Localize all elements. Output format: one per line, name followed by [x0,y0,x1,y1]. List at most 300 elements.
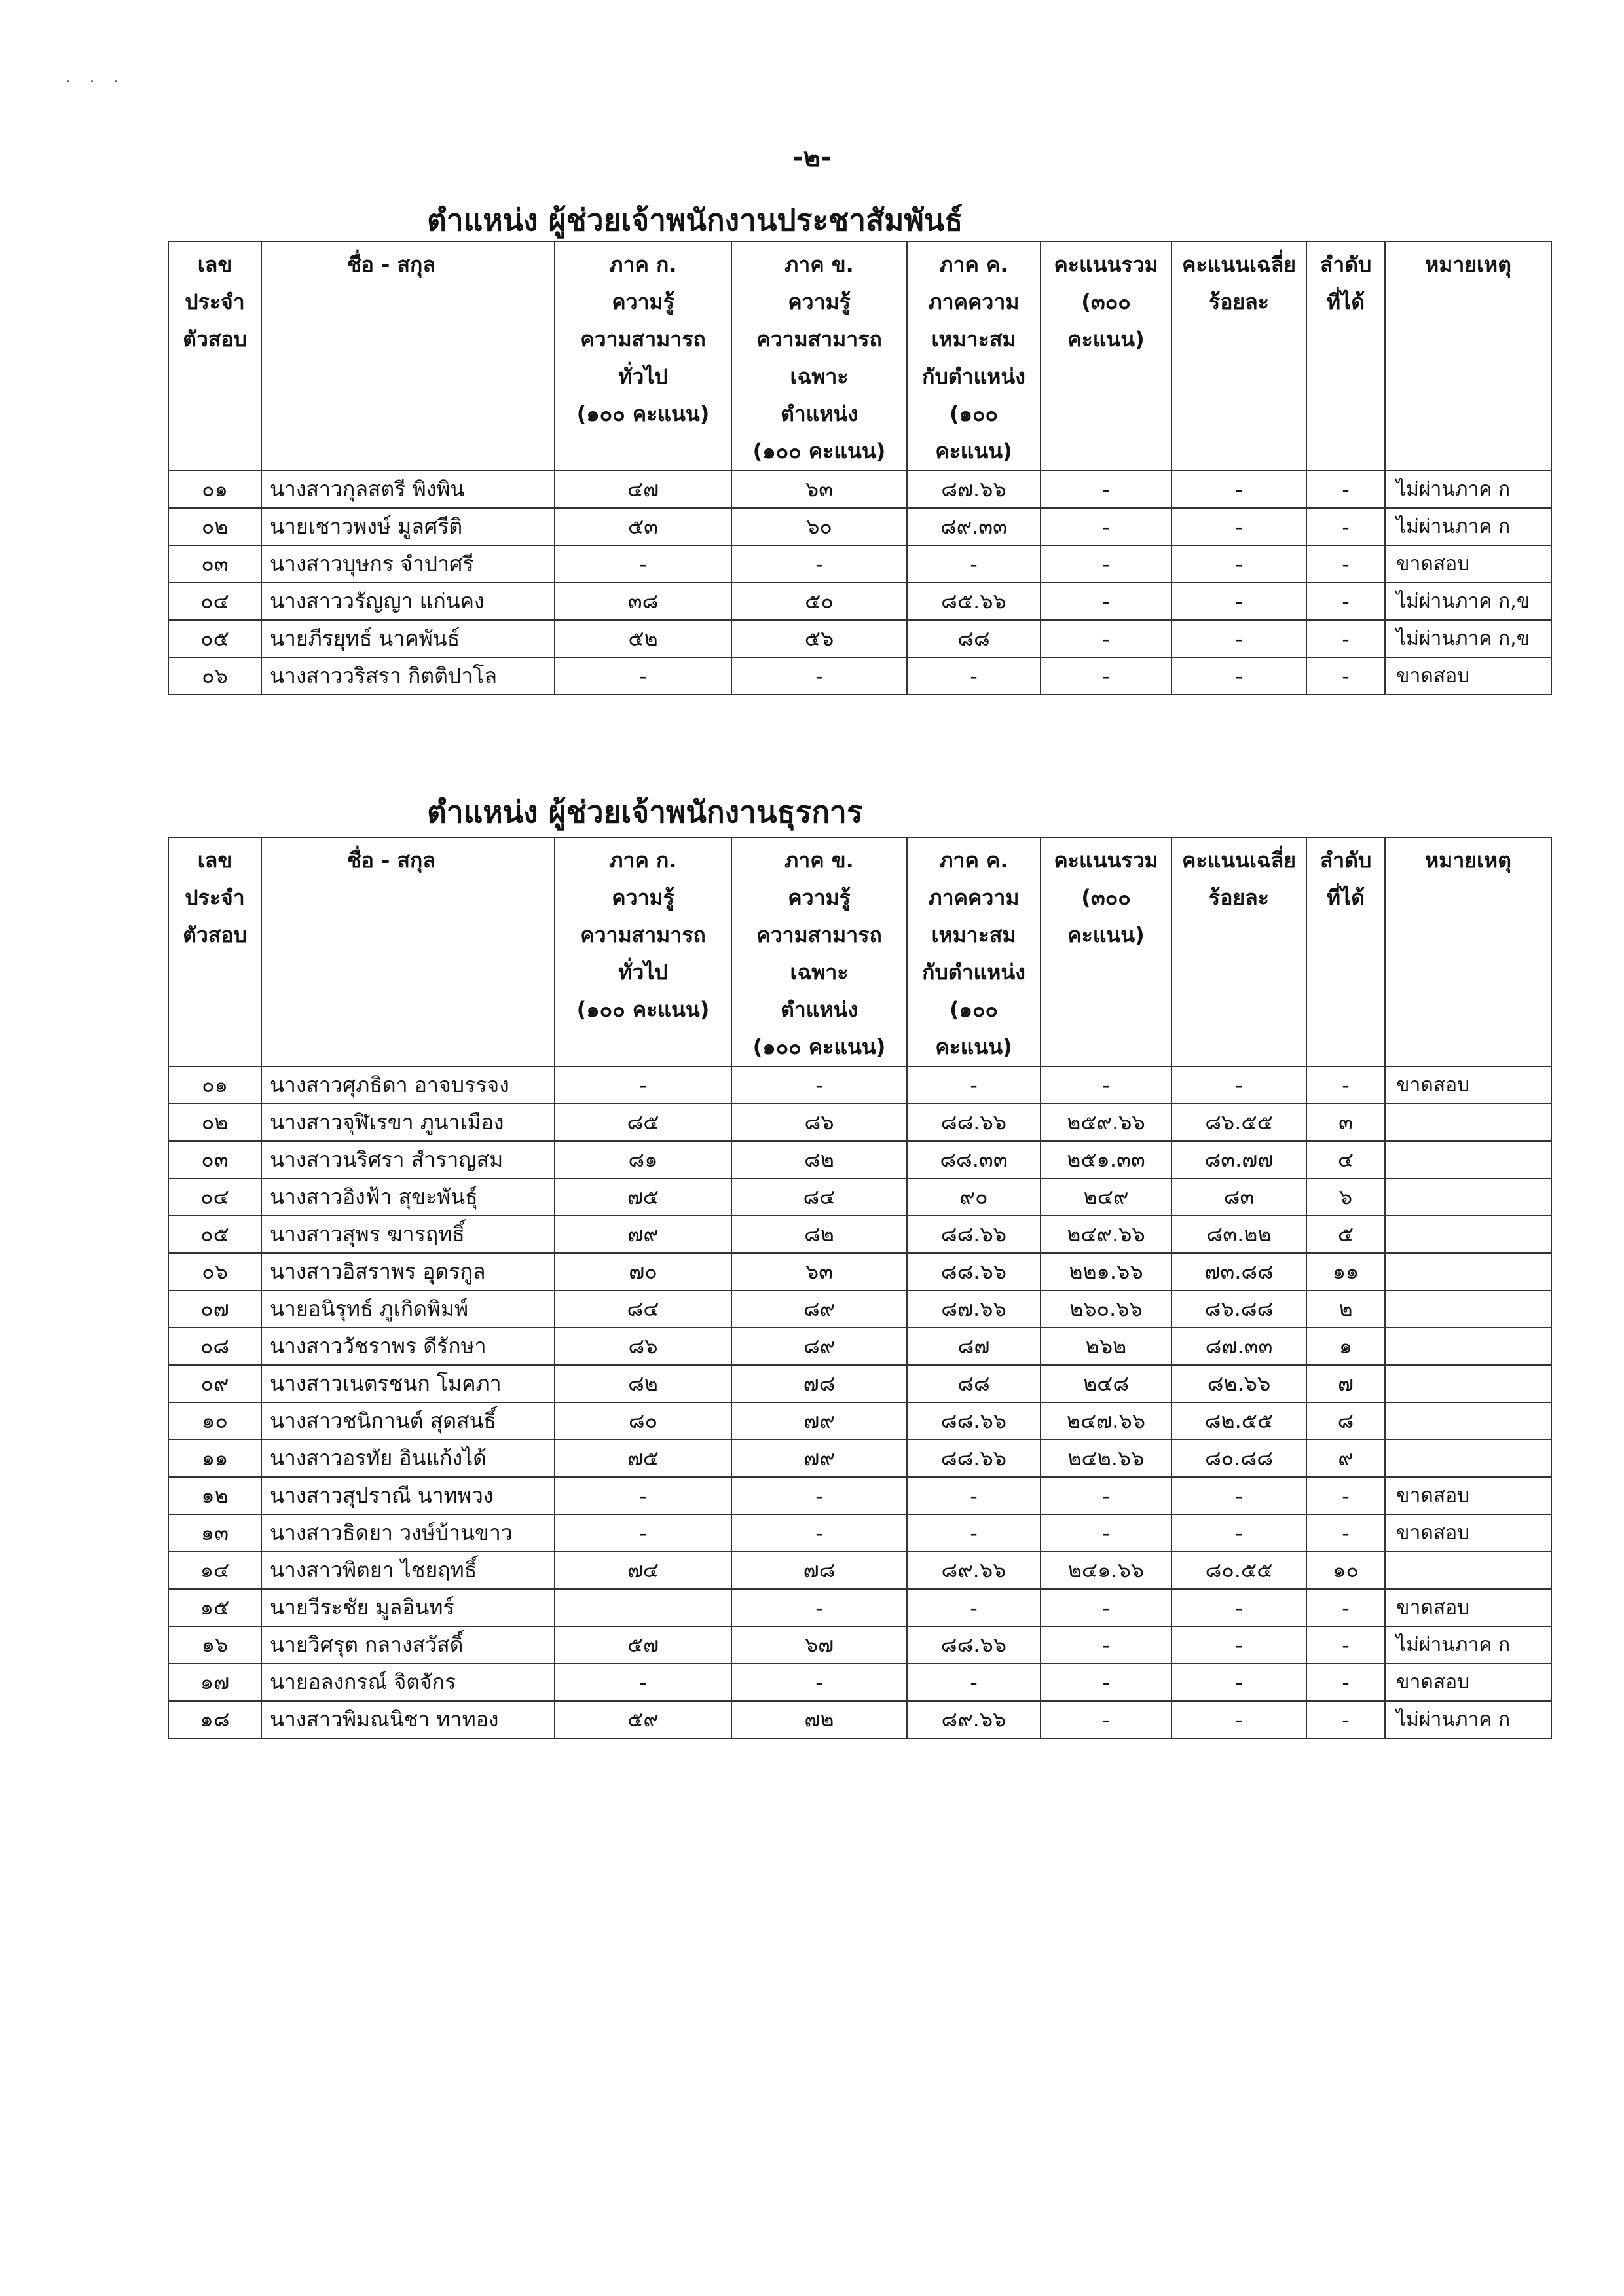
header-line: ภาค ข. [784,848,854,873]
header-line: ทั่วไป [618,364,668,389]
cell-rank: ๑๐ [1306,1552,1385,1589]
header-total [1041,837,1172,1066]
header-part-b [731,242,907,471]
header-line: เลข [197,848,232,873]
header-id [168,837,261,1066]
cell-rank: ๑๑ [1306,1253,1385,1290]
cell-remark [1385,1216,1551,1253]
cell-average: ๘๓.๗๗ [1172,1141,1306,1178]
cell-part-a: - [555,1066,731,1104]
cell-part-c: ๘๗ [907,1328,1041,1365]
cell-part-a: ๔๗ [555,471,731,508]
header-line: เลข [197,252,232,277]
cell-average: - [1172,1626,1306,1664]
header-line: ความรู้ [788,289,851,314]
header-line: ตัวสอบ [183,327,247,352]
cell-average: - [1172,1701,1306,1738]
cell-name: นางสาวพิมณนิชา ทาทอง [261,1701,555,1738]
cell-part-c: - [907,1066,1041,1104]
cell-rank: ๙ [1306,1440,1385,1477]
cell-rank: - [1306,1626,1385,1664]
cell-id: ๑๖ [168,1626,261,1664]
cell-part-a: ๘๔ [555,1290,731,1328]
cell-part-c: ๘๘ [907,1365,1041,1402]
cell-part-a: ๗๙ [555,1216,731,1253]
table-row [168,508,1551,545]
cell-id: ๑๓ [168,1514,261,1552]
cell-part-b: ๖๗ [731,1626,907,1664]
cell-part-b: - [731,1066,907,1104]
cell-id: ๐๘ [168,1328,261,1365]
cell-total: ๒๔๗.๖๖ [1041,1402,1172,1440]
header-line: (๑๐๐ คะแนน) [752,439,886,464]
cell-name: นางสาวบุษกร จำปาศรี [261,545,555,583]
cell-remark [1385,1552,1551,1589]
cell-part-c: - [907,545,1041,583]
cell-part-c: ๘๘.๖๖ [907,1402,1041,1440]
cell-part-c: ๘๙.๖๖ [907,1701,1041,1738]
cell-id: ๑๐ [168,1402,261,1440]
cell-part-a: ๕๒ [555,620,731,657]
header-line: ที่ได้ [1327,289,1365,314]
cell-rank: ๒ [1306,1290,1385,1328]
cell-name: นางสาวชนิกานต์ สุดสนธิ์ [261,1402,555,1440]
cell-part-a: ๘๐ [555,1402,731,1440]
cell-part-b: ๗๘ [731,1552,907,1589]
header-rank [1306,242,1385,471]
cell-rank: - [1306,657,1385,695]
cell-part-b: - [731,1514,907,1552]
cell-part-a: - [555,657,731,695]
cell-total: ๒๔๑.๖๖ [1041,1552,1172,1589]
header-line: คะแนนเฉลี่ย [1181,252,1297,277]
header-line: ทั่วไป [618,960,668,985]
cell-part-a: - [555,545,731,583]
cell-part-a: ๘๖ [555,1328,731,1365]
header-line: กับตำแหน่ง [922,960,1025,985]
cell-id: ๐๒ [168,508,261,545]
cell-part-b: ๘๙ [731,1290,907,1328]
cell-total: ๒๔๙ [1041,1178,1172,1216]
cell-rank: - [1306,1066,1385,1104]
cell-id: ๑๑ [168,1440,261,1477]
cell-average: - [1172,1066,1306,1104]
header-line: ภาค ข. [784,252,854,277]
header-part-c [907,242,1041,471]
table-row [168,1514,1551,1552]
cell-remark: ไม่ผ่านภาค ก,ข [1385,620,1551,657]
cell-part-a: ๘๒ [555,1365,731,1402]
cell-part-b: ๖๓ [731,1253,907,1290]
cell-part-a: ๘๑ [555,1141,731,1178]
cell-average: - [1172,508,1306,545]
cell-part-b: ๗๘ [731,1365,907,1402]
score-table-pr [168,241,1552,695]
table-row [168,1141,1551,1178]
cell-rank: - [1306,1589,1385,1626]
cell-total: - [1041,1701,1172,1738]
cell-total: - [1041,471,1172,508]
cell-total: ๒๒๑.๖๖ [1041,1253,1172,1290]
cell-total: - [1041,1626,1172,1664]
header-line: (๑๐๐ [950,401,998,426]
cell-average: - [1172,1514,1306,1552]
header-line: คะแนน) [935,1034,1012,1059]
cell-name: นางสาวสุปราณี นาทพวง [261,1477,555,1514]
cell-name: นางสาวอิสราพร อุดรกูล [261,1253,555,1290]
cell-remark [1385,1440,1551,1477]
cell-name: นางสาวนริศรา สำราญสม [261,1141,555,1178]
cell-id: ๑๕ [168,1589,261,1626]
cell-total: - [1041,508,1172,545]
table-row [168,1066,1551,1104]
cell-average: ๘๒.๖๖ [1172,1365,1306,1402]
cell-part-c: - [907,1477,1041,1514]
cell-total: - [1041,1477,1172,1514]
cell-name: นางสาววรัญญา แก่นคง [261,583,555,620]
cell-total: - [1041,657,1172,695]
cell-part-c: ๘๙.๖๖ [907,1552,1041,1589]
cell-id: ๐๓ [168,545,261,583]
cell-remark: ไม่ผ่านภาค ก,ข [1385,583,1551,620]
cell-id: ๐๔ [168,583,261,620]
cell-part-a: ๗๕ [555,1440,731,1477]
header-line: ความรู้ [788,885,851,910]
table-row [168,1589,1551,1626]
cell-average: - [1172,620,1306,657]
header-part-a [555,837,731,1066]
cell-average: ๘๐.๘๘ [1172,1440,1306,1477]
cell-rank: - [1306,545,1385,583]
cell-name: นางสาวสุพร ฆารฤทธิ์ [261,1216,555,1253]
cell-part-b: ๗๒ [731,1701,907,1738]
cell-average: ๘๓.๒๒ [1172,1216,1306,1253]
cell-name: นายอลงกรณ์ จิตจักร [261,1664,555,1701]
cell-average: ๘๒.๕๕ [1172,1402,1306,1440]
cell-rank: - [1306,583,1385,620]
cell-part-a: - [555,1514,731,1552]
cell-average: - [1172,471,1306,508]
cell-remark: ไม่ผ่านภาค ก [1385,508,1551,545]
cell-total: - [1041,583,1172,620]
cell-total: - [1041,1589,1172,1626]
header-line: ลำดับ [1320,848,1372,873]
header-line: ตำแหน่ง [781,401,858,426]
cell-id: ๐๙ [168,1365,261,1402]
cell-total: ๒๔๘ [1041,1365,1172,1402]
table-row [168,545,1551,583]
header-line: ประจำ [185,885,245,910]
cell-part-c: ๘๘.๖๖ [907,1104,1041,1141]
table-row [168,1178,1551,1216]
cell-id: ๐๕ [168,1216,261,1253]
cell-average: ๘๗.๓๓ [1172,1328,1306,1365]
cell-average: ๘๖.๘๘ [1172,1290,1306,1328]
header-line: ความสามารถ [580,922,706,947]
header-line: ภาคความ [928,885,1020,910]
header-remark: หมายเหตุ [1385,837,1551,1066]
cell-remark: ขาดสอบ [1385,545,1551,583]
cell-part-c: ๘๘.๓๓ [907,1141,1041,1178]
header-total [1041,242,1172,471]
table-row [168,620,1551,657]
cell-remark: ไม่ผ่านภาค ก [1385,471,1551,508]
cell-total: ๒๖๐.๖๖ [1041,1290,1172,1328]
table-row [168,1440,1551,1477]
cell-remark [1385,1253,1551,1290]
cell-rank: - [1306,1701,1385,1738]
cell-rank: - [1306,1664,1385,1701]
cell-part-b: - [731,1589,907,1626]
cell-part-c: ๙๐ [907,1178,1041,1216]
header-line: คะแนนรวม [1054,252,1158,277]
header-name: ชื่อ - สกุล [261,837,555,1066]
cell-part-c: ๘๘.๖๖ [907,1440,1041,1477]
cell-total: ๒๔๒.๖๖ [1041,1440,1172,1477]
cell-rank: ๔ [1306,1141,1385,1178]
header-line: เฉพาะ [790,364,849,389]
header-average [1172,837,1306,1066]
cell-id: ๐๒ [168,1104,261,1141]
cell-part-c: ๘๗.๖๖ [907,471,1041,508]
cell-rank: ๗ [1306,1365,1385,1402]
cell-part-c: - [907,657,1041,695]
cell-average: - [1172,545,1306,583]
table-row [168,1290,1551,1328]
cell-rank: ๑ [1306,1328,1385,1365]
cell-remark [1385,1104,1551,1141]
cell-name: นางสาวพิตยา ไชยฤทธิ์ [261,1552,555,1589]
cell-name: นางสาวเนตรชนก โมคภา [261,1365,555,1402]
score-table-admin [168,837,1552,1739]
cell-average: ๗๓.๘๘ [1172,1253,1306,1290]
cell-remark: ขาดสอบ [1385,1664,1551,1701]
cell-remark [1385,1402,1551,1440]
cell-id: ๐๑ [168,1066,261,1104]
cell-name: นางสาวกุลสตรี พิงพิน [261,471,555,508]
header-name: ชื่อ - สกุล [261,242,555,471]
cell-average: - [1172,583,1306,620]
table-row [168,1626,1551,1664]
page-number: -๒- [792,143,832,173]
cell-part-b: ๘๒ [731,1216,907,1253]
cell-total: - [1041,620,1172,657]
cell-name: นายเชาวพงษ์ มูลศรีติ [261,508,555,545]
header-line: ความรู้ [612,289,674,314]
cell-total: ๒๕๑.๓๓ [1041,1141,1172,1178]
cell-remark [1385,1290,1551,1328]
cell-id: ๐๕ [168,620,261,657]
table-row [168,1701,1551,1738]
header-line: ร้อยละ [1209,289,1269,314]
header-part-b [731,837,907,1066]
header-line: (๓๐๐ คะแนน) [1067,289,1145,352]
cell-part-b: ๖๓ [731,471,907,508]
section-title-admin: ตำแหน่ง ผู้ช่วยเจ้าพนักงานธุรการ [427,794,863,829]
scan-specks: · · · [65,72,126,92]
section-title-pr: ตำแหน่ง ผู้ช่วยเจ้าพนักงานประชาสัมพันธ์ [427,202,963,238]
cell-id: ๐๗ [168,1290,261,1328]
table-row [168,1104,1551,1141]
cell-average: ๘๐.๕๕ [1172,1552,1306,1589]
cell-part-c: ๘๘ [907,620,1041,657]
cell-remark [1385,1178,1551,1216]
cell-average: - [1172,1664,1306,1701]
cell-part-b: ๗๙ [731,1440,907,1477]
header-line: คะแนนรวม [1054,848,1158,873]
cell-part-c: - [907,1514,1041,1552]
cell-total: - [1041,1066,1172,1104]
table-row [168,1477,1551,1514]
cell-remark [1385,1141,1551,1178]
cell-id: ๐๖ [168,1253,261,1290]
cell-part-a: ๗๔ [555,1552,731,1589]
cell-id: ๐๓ [168,1141,261,1178]
cell-total: - [1041,1664,1172,1701]
table-row [168,1365,1551,1402]
cell-rank: - [1306,620,1385,657]
table-row [168,1216,1551,1253]
table-row [168,471,1551,508]
table-row [168,657,1551,695]
cell-total: ๒๖๒ [1041,1328,1172,1365]
cell-name: นางสาววริสรา กิตติปาโล [261,657,555,695]
cell-part-b: ๕๖ [731,620,907,657]
cell-part-b: - [731,545,907,583]
cell-part-a: ๗๕ [555,1178,731,1216]
header-line: (๑๐๐ คะแนน) [576,401,710,426]
table-row [168,1664,1551,1701]
header-id [168,242,261,471]
header-line: (๑๐๐ คะแนน) [752,1034,886,1059]
header-line: กับตำแหน่ง [922,364,1025,389]
cell-remark: ขาดสอบ [1385,1066,1551,1104]
cell-part-b: ๘๖ [731,1104,907,1141]
cell-rank: ๘ [1306,1402,1385,1440]
cell-remark [1385,1328,1551,1365]
header-line: (๑๐๐ [950,997,998,1022]
cell-name: นางสาวอรทัย อินแก้งได้ [261,1440,555,1477]
cell-part-a [555,1589,731,1626]
cell-remark: ขาดสอบ [1385,1589,1551,1626]
cell-rank: ๖ [1306,1178,1385,1216]
header-line: ลำดับ [1320,252,1372,277]
table-row [168,1552,1551,1589]
header-line: ภาค ค. [939,252,1008,277]
header-line: ตำแหน่ง [781,997,858,1022]
header-line: เหมาะสม [931,922,1016,947]
cell-part-b: ๕๐ [731,583,907,620]
cell-name: นายภีรยุทธ์ นาคพันธ์ [261,620,555,657]
cell-part-c: ๘๘.๖๖ [907,1626,1041,1664]
cell-average: - [1172,1477,1306,1514]
header-line: ความสามารถ [756,327,882,352]
cell-part-c: - [907,1664,1041,1701]
cell-part-b: ๗๙ [731,1402,907,1440]
cell-rank: - [1306,471,1385,508]
header-part-c [907,837,1041,1066]
table-row [168,583,1551,620]
header-line: (๑๐๐ คะแนน) [576,997,710,1022]
header-line: เฉพาะ [790,960,849,985]
header-line: ความสามารถ [580,327,706,352]
cell-name: นายวิศรุต กลางสวัสดิ์ [261,1626,555,1664]
table-row [168,1402,1551,1440]
cell-part-a: ๗๐ [555,1253,731,1290]
cell-total: ๒๕๙.๖๖ [1041,1104,1172,1141]
cell-part-b: ๘๔ [731,1178,907,1216]
cell-total: ๒๔๙.๖๖ [1041,1216,1172,1253]
cell-part-a: ๕๓ [555,508,731,545]
header-line: เหมาะสม [931,327,1016,352]
cell-part-b: - [731,1664,907,1701]
cell-name: นายวีระชัย มูลอินทร์ [261,1589,555,1626]
header-line: ความรู้ [612,885,674,910]
cell-rank: - [1306,508,1385,545]
cell-part-c: ๘๘.๖๖ [907,1216,1041,1253]
header-line: ประจำ [185,289,245,314]
header-line: ภาค ค. [939,848,1008,873]
cell-rank: ๓ [1306,1104,1385,1141]
cell-id: ๐๖ [168,657,261,695]
header-rank [1306,837,1385,1066]
table-row [168,1253,1551,1290]
cell-part-b: - [731,1477,907,1514]
header-line: ภาค ก. [609,252,677,277]
header-part-a [555,242,731,471]
cell-name: นางสาววัชราพร ดีรักษา [261,1328,555,1365]
cell-rank: - [1306,1514,1385,1552]
cell-remark: ไม่ผ่านภาค ก [1385,1626,1551,1664]
cell-part-c: ๘๕.๖๖ [907,583,1041,620]
cell-remark [1385,1365,1551,1402]
cell-part-a: ๓๘ [555,583,731,620]
cell-id: ๑๔ [168,1552,261,1589]
cell-id: ๑๒ [168,1477,261,1514]
cell-total: - [1041,1514,1172,1552]
header-line: คะแนน) [935,439,1012,464]
cell-id: ๐๔ [168,1178,261,1216]
cell-name: นางสาวจุฬิเรขา ภูนาเมือง [261,1104,555,1141]
cell-part-a: ๕๙ [555,1701,731,1738]
cell-part-b: ๘๒ [731,1141,907,1178]
cell-name: นางสาวธิดยา วงษ์บ้านขาว [261,1514,555,1552]
cell-part-a: ๕๗ [555,1626,731,1664]
cell-remark: ไม่ผ่านภาค ก [1385,1701,1551,1738]
header-line: ความสามารถ [756,922,882,947]
cell-average: ๘๖.๕๕ [1172,1104,1306,1141]
table-row [168,1328,1551,1365]
cell-name: นางสาวอิงฟ้า สุขะพันธุ์ [261,1178,555,1216]
header-line: ที่ได้ [1327,885,1365,910]
cell-id: ๐๑ [168,471,261,508]
cell-remark: ขาดสอบ [1385,657,1551,695]
cell-part-b: ๘๙ [731,1328,907,1365]
cell-part-c: ๘๙.๓๓ [907,508,1041,545]
cell-remark: ขาดสอบ [1385,1514,1551,1552]
cell-part-a: - [555,1477,731,1514]
header-line: ร้อยละ [1209,885,1269,910]
cell-part-b: - [731,657,907,695]
cell-part-a: - [555,1664,731,1701]
header-remark: หมายเหตุ [1385,242,1551,471]
cell-average: - [1172,1589,1306,1626]
cell-remark: ขาดสอบ [1385,1477,1551,1514]
cell-rank: - [1306,1477,1385,1514]
header-line: ภาคความ [928,289,1020,314]
cell-part-b: ๖๐ [731,508,907,545]
cell-average: ๘๓ [1172,1178,1306,1216]
